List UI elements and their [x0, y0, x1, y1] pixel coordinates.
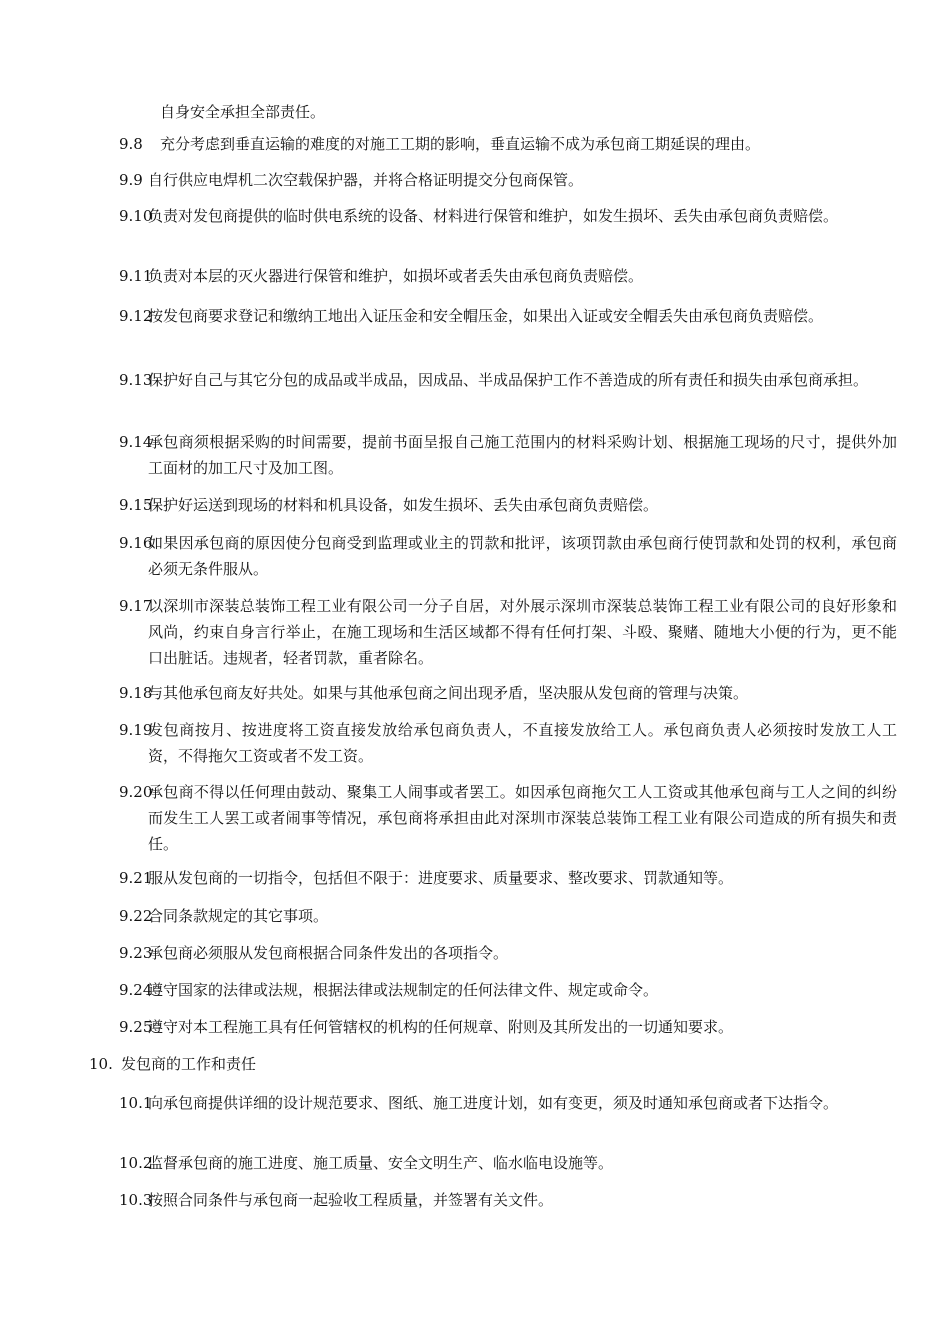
section-heading	[89, 1052, 256, 1076]
clause-number: 9.25	[119, 1018, 153, 1036]
clause-9-16	[119, 530, 897, 582]
clause-text: 向承包商提供详细的设计规范要求、图纸、施工进度计划，如有变更，须及时通知承包商或者下达指令。	[148, 1094, 839, 1112]
clause-number: 9.10	[119, 207, 153, 225]
clause-number: 9.24	[119, 981, 153, 999]
clause-text: 保护好运送到现场的材料和机具设备，如发生损坏、丢失由承包商负责赔偿。	[148, 496, 659, 514]
clause-text: 承包商须根据采购的时间需要，提前书面呈报自己施工范围内的材料采购计划、根据施工现场的尺寸，提供外加工面材的加工尺寸及加工图。	[148, 433, 897, 477]
clause-number: 9.12	[119, 307, 153, 325]
clause-text: 充分考虑到垂直运输的难度的对施工工期的影响，垂直运输不成为承包商工期延误的理由。	[160, 135, 761, 153]
clause-text: 保护好自己与其它分包的成品或半成品，因成品、半成品保护工作不善造成的所有责任和损失由承包商承担。	[148, 371, 869, 389]
clause-9-12	[119, 303, 897, 329]
clause-text: 以深圳市深装总装饰工程工业有限公司一分子自居，对外展示深圳市深装总装饰工程工业有限公司的良好形象和风尚，约束自身言行举止，在施工现场和生活区域都不得有任何打架、斗殴、聚赌、随地大小便的行为，更不能口出脏话。违规者，轻者罚款，重者除名。	[148, 597, 897, 667]
clause-9-14	[119, 429, 897, 481]
clause-number: 9.19	[119, 721, 153, 739]
clause-number: 9.23	[119, 944, 153, 962]
clause-text: 监督承包商的施工进度、施工质量、安全文明生产、临水临电设施等。	[148, 1154, 614, 1172]
clause-10-2	[119, 1150, 897, 1176]
clause-9-20	[119, 779, 897, 857]
clause-number: 9.20	[119, 783, 153, 801]
clause-9-22	[119, 903, 897, 929]
clause-text: 负责对发包商提供的临时供电系统的设备、材料进行保管和维护，如发生损坏、丢失由承包商负责赔偿。	[148, 207, 839, 225]
clause-9-23	[119, 940, 897, 966]
clause-number: 9.8	[119, 135, 143, 153]
clause-number: 9.13	[119, 371, 153, 389]
clause-number: 9.17	[119, 597, 153, 615]
clause-9-11	[119, 263, 897, 289]
clause-9-24	[119, 977, 897, 1003]
clause-9-9	[119, 167, 897, 193]
clause-text: 如果因承包商的原因使分包商受到监理或业主的罚款和批评，该项罚款由承包商行使罚款和处罚的权利，承包商必须无条件服从。	[148, 534, 897, 578]
clause-text: 服从发包商的一切指令，包括但不限于：进度要求、质量要求、整改要求、罚款通知等。	[148, 869, 734, 887]
clause-number: 9.9	[119, 171, 143, 189]
clause-number: 9.11	[119, 267, 153, 285]
clause-9-21	[119, 865, 897, 891]
clause-number: 9.22	[119, 907, 153, 925]
clause-text: 合同条款规定的其它事项。	[148, 907, 329, 925]
clause-text: 负责对本层的灭火器进行保管和维护，如损坏或者丢失由承包商负责赔偿。	[148, 267, 644, 285]
clause-number: 9.15	[119, 496, 153, 514]
clause-9-10	[119, 203, 897, 229]
clause-text: 自行供应电焊机二次空载保护器，并将合格证明提交分包商保管。	[148, 171, 584, 189]
clause-9-13	[119, 367, 897, 393]
clause-9-8	[119, 131, 897, 157]
clause-text: 承包商必须服从发包商根据合同条件发出的各项指令。	[148, 944, 509, 962]
clause-number: 10.1	[119, 1094, 153, 1112]
continuation-text: 自身安全承担全部责任。	[160, 103, 326, 121]
section-number: 10.	[89, 1055, 113, 1073]
clause-9-18	[119, 680, 897, 706]
clause-text: 与其他承包商友好共处。如果与其他承包商之间出现矛盾，坚决服从发包商的管理与决策。	[148, 684, 749, 702]
section-title: 发包商的工作和责任	[121, 1055, 257, 1073]
clause-text: 承包商不得以任何理由鼓动、聚集工人闹事或者罢工。如因承包商拖欠工人工资或其他承包商与工人之间的纠纷而发生工人罢工或者闹事等情况，承包商将承担由此对深圳市深装总装饰工程工业有限公司造成的所有损失和责任。	[148, 783, 897, 853]
clause-number: 9.18	[119, 684, 153, 702]
clause-9-19	[119, 717, 897, 769]
clause-9-25	[119, 1014, 897, 1040]
clause-number: 10.2	[119, 1154, 153, 1172]
clause-text: 按发包商要求登记和缴纳工地出入证压金和安全帽压金，如果出入证或安全帽丢失由承包商负责赔偿。	[148, 307, 824, 325]
clause-text: 遵守国家的法律或法规，根据法律或法规制定的任何法律文件、规定或命令。	[148, 981, 659, 999]
clause-9-17	[119, 593, 897, 671]
clause-9-15	[119, 492, 897, 518]
clause-10-3	[119, 1187, 897, 1213]
clause-10-1	[119, 1090, 897, 1116]
clause-number: 9.21	[119, 869, 153, 887]
clause-number: 9.16	[119, 534, 153, 552]
clause-number: 10.3	[119, 1191, 153, 1209]
clause-number: 9.14	[119, 433, 153, 451]
clause-text: 按照合同条件与承包商一起验收工程质量，并签署有关文件。	[148, 1191, 554, 1209]
clause-text: 遵守对本工程施工具有任何管辖权的机构的任何规章、附则及其所发出的一切通知要求。	[148, 1018, 734, 1036]
clause-text: 发包商按月、按进度将工资直接发放给承包商负责人，不直接发放给工人。承包商负责人必须按时发放工人工资，不得拖欠工资或者不发工资。	[148, 721, 897, 765]
